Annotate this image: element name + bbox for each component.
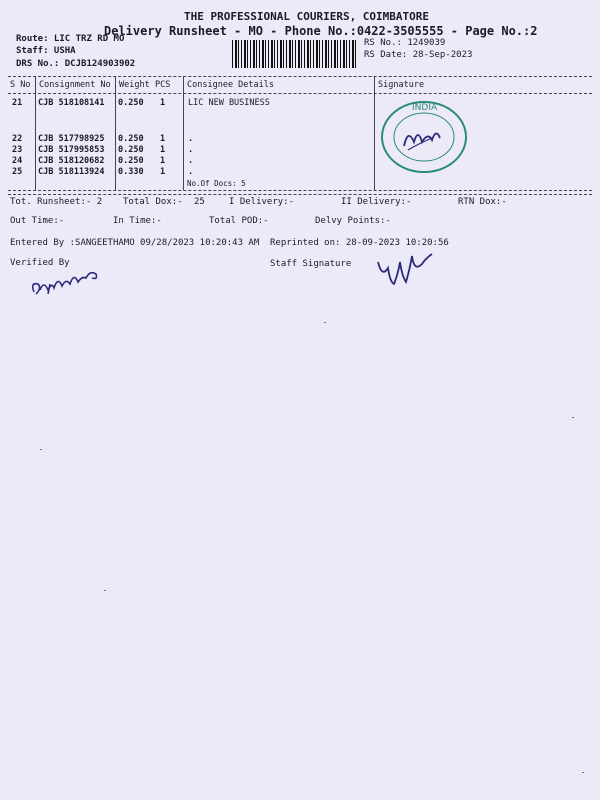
total-dox-label: Total Dox:- [123,197,183,207]
in-time: In Time:- [113,216,162,226]
reprinted-on: Reprinted on: 28-09-2023 10:20:56 [270,238,449,248]
table-bottom-rule [8,190,592,191]
col-divider [115,76,116,190]
tot-runsheet: Tot. Runsheet:- 2 [10,197,103,207]
col-header-pcs: PCS [155,80,171,90]
col-header-weight: Weight [119,80,150,90]
cell-weight: 0.330 [118,167,144,177]
cell-pcs: 1 [160,134,166,144]
cell-consignee: . [188,167,194,177]
cell-pcs: 1 [160,98,166,108]
cell-consignment: CJB 518108141 [38,98,105,108]
runsheet-title: Delivery Runsheet - MO - Phone No.:0422-3505555 - Page No.:2 [104,24,538,38]
verified-by-label: Verified By [10,258,70,268]
cell-consignee: . [188,134,194,144]
paper-speck [40,449,42,450]
cell-sno: 21 [12,98,23,108]
stamp-text: INDIA [412,103,438,113]
i-delivery: I Delivery:- [229,197,295,207]
total-pod: Total POD:- [209,216,269,226]
no-of-docs: No.Of Docs: 5 [187,179,246,188]
cell-sno: 25 [12,167,23,177]
cell-weight: 0.250 [118,98,144,108]
paper-speck [104,590,106,591]
cell-consignment: CJB 517798925 [38,134,105,144]
cell-consignee: . [188,145,194,155]
delvy-points: Delvy Points:- [315,216,391,226]
col-header-consignment: Consignment No [39,80,111,90]
drs-number: DRS No.: DCJB124903902 [16,59,136,69]
company-stamp [374,98,474,176]
table-top-rule [8,76,592,77]
col-header-signature: Signature [378,80,425,90]
col-divider [35,76,36,190]
cell-weight: 0.250 [118,156,144,166]
table-header-rule [8,93,592,94]
ii-delivery: II Delivery:- [341,197,412,207]
paper-speck [572,417,574,418]
rs-date: RS Date: 28-Sep-2023 [364,50,473,60]
rtn-dox: RTN Dox:- [458,197,507,207]
staff-signature-label: Staff Signature [270,259,352,269]
col-header-consignee: Consignee Details [187,80,274,90]
cell-consignee: LIC NEW BUSINESS [188,98,270,108]
route-label: Route: LIC TRZ RD MO [16,34,125,44]
col-divider [183,76,184,190]
staff-signature [372,248,442,290]
cell-sno: 22 [12,134,23,144]
cell-pcs: 1 [160,156,166,166]
rs-number: RS No.: 1249039 [364,38,446,48]
cell-consignee: . [188,156,194,166]
cell-consignment: CJB 518120682 [38,156,105,166]
cell-pcs: 1 [160,167,166,177]
cell-pcs: 1 [160,145,166,155]
cell-weight: 0.250 [118,145,144,155]
total-dox-value: 25 [194,197,205,207]
col-header-sno: S No [10,80,31,90]
verifier-signature [26,254,106,304]
totals-rule [8,194,592,195]
company-name: THE PROFESSIONAL COURIERS, COIMBATORE [184,10,430,23]
out-time: Out Time:- [10,216,65,226]
cell-sno: 23 [12,145,23,155]
entered-by: Entered By :SANGEETHAMO 09/28/2023 10:20:43 AM [10,238,260,248]
barcode [232,40,358,68]
paper-speck [582,772,584,773]
cell-sno: 24 [12,156,23,166]
cell-consignment: CJB 517995853 [38,145,105,155]
staff-label: Staff: USHA [16,46,76,56]
cell-consignment: CJB 518113924 [38,167,105,177]
paper-speck [324,322,326,323]
cell-weight: 0.250 [118,134,144,144]
